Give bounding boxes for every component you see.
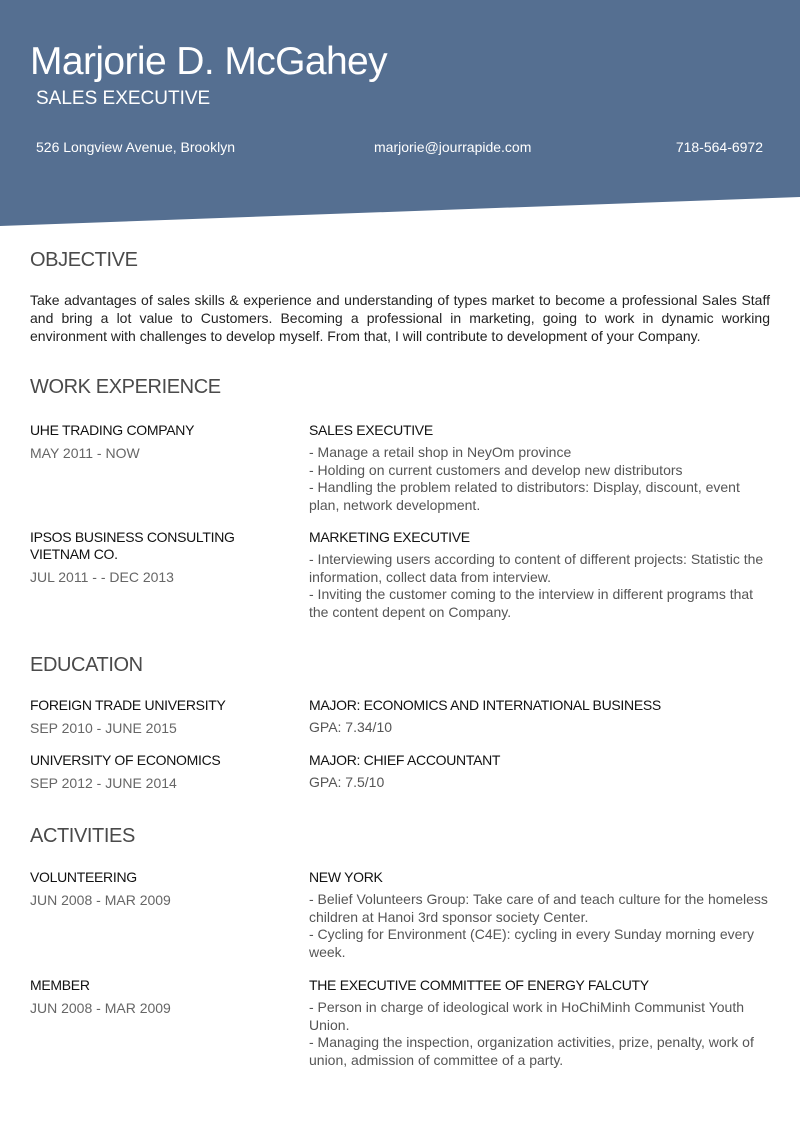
entry-left-column (30, 752, 292, 792)
entry-right-column (309, 752, 770, 792)
job-title: SALES EXECUTIVE (309, 422, 433, 438)
education-heading: EDUCATION (30, 654, 143, 676)
detail-line: - Cycling for Environment (C4E): cycling in every Sunday morning every week. (309, 926, 755, 960)
entry-left-column (30, 869, 292, 909)
gpa: GPA: 7.34/10 (309, 719, 393, 735)
school-name: FOREIGN TRADE UNIVERSITY (30, 697, 226, 713)
contact-phone: 718-564-6972 (675, 139, 763, 155)
candidate-name: Marjorie D. McGahey (30, 40, 388, 83)
gpa: GPA: 7.5/10 (309, 774, 385, 790)
company-name: UHE TRADING COMPANY (30, 422, 195, 438)
header-band (0, 0, 800, 226)
entry-right-column (309, 869, 770, 961)
entry-right-column (309, 529, 770, 621)
detail-line: - Managing the inspection, organization activities, prize, penalty, work of union, admission of committee of a party. (309, 1034, 754, 1068)
date-range: JUN 2008 - MAR 2009 (30, 892, 171, 908)
contact-address: 526 Longview Avenue, Brooklyn (36, 139, 235, 155)
education-details (309, 774, 770, 792)
date-range: JUL 2011 - - DEC 2013 (30, 569, 174, 585)
entry-right-column (309, 697, 770, 737)
date-range: SEP 2012 - JUNE 2014 (30, 775, 177, 791)
school-name: UNIVERSITY OF ECONOMICS (30, 752, 221, 768)
entry-right-column (309, 977, 770, 1069)
detail-line: - Inviting the customer coming to the interview in different programs that the content depent on Company. (309, 586, 754, 620)
entry-left-column (30, 697, 292, 737)
activity-role: THE EXECUTIVE COMMITTEE OF ENERGY FALCUTY (309, 977, 649, 993)
detail-line: - Holding on current customers and develop new distributors (309, 461, 683, 478)
header-band-shape (0, 0, 800, 226)
activities-heading: ACTIVITIES (30, 825, 135, 847)
activity-name: VOLUNTEERING (30, 869, 137, 885)
detail-line: - Handling the problem related to distributors: Display, discount, event plan, network development. (309, 479, 740, 513)
detail-line: - Person in charge of ideological work in HoChiMinh Communist Youth Union. (309, 999, 744, 1033)
job-title: MARKETING EXECUTIVE (309, 529, 470, 545)
entry-left-column (30, 977, 292, 1017)
entry-left-column (30, 422, 292, 462)
objective-heading: OBJECTIVE (30, 249, 138, 271)
entry-left-column (30, 529, 292, 586)
job-details (309, 551, 770, 621)
activity-name: MEMBER (30, 977, 90, 993)
contact-email: marjorie@jourrapide.com (374, 139, 532, 155)
major: MAJOR: CHIEF ACCOUNTANT (309, 752, 501, 768)
detail-line: - Belief Volunteers Group: Take care of and teach culture for the homeless children at Hanoi 3rd sponsor society Center. (309, 891, 768, 925)
detail-line: - Interviewing users according to content of different projects: Statistic the information, collect data from interview. (309, 551, 764, 585)
detail-line: - Manage a retail shop in NeyOm province (309, 444, 572, 460)
activity-location: NEW YORK (309, 869, 383, 885)
work-experience-heading: WORK EXPERIENCE (30, 376, 221, 398)
objective-text: Take advantages of sales skills & experience and understanding of types market to become a professional Sales Staff and bring a lot value to Customers. Becoming a professional in marketing, going to work in dynamic working environment with challenges to develop myself. From that, I will contribute to development of your Company. (30, 292, 770, 344)
entry-right-column (309, 422, 770, 514)
education-details (309, 719, 770, 737)
major: MAJOR: ECONOMICS AND INTERNATIONAL BUSINESS (309, 697, 661, 713)
activity-details (309, 891, 770, 961)
company-name: IPSOS BUSINESS CONSULTING VIETNAM CO. (30, 529, 235, 562)
date-range: SEP 2010 - JUNE 2015 (30, 720, 177, 736)
job-details (309, 444, 770, 514)
date-range: MAY 2011 - NOW (30, 445, 140, 461)
candidate-title: SALES EXECUTIVE (36, 88, 211, 109)
activity-details (309, 999, 770, 1069)
date-range: JUN 2008 - MAR 2009 (30, 1000, 171, 1016)
resume-header (0, 0, 800, 226)
